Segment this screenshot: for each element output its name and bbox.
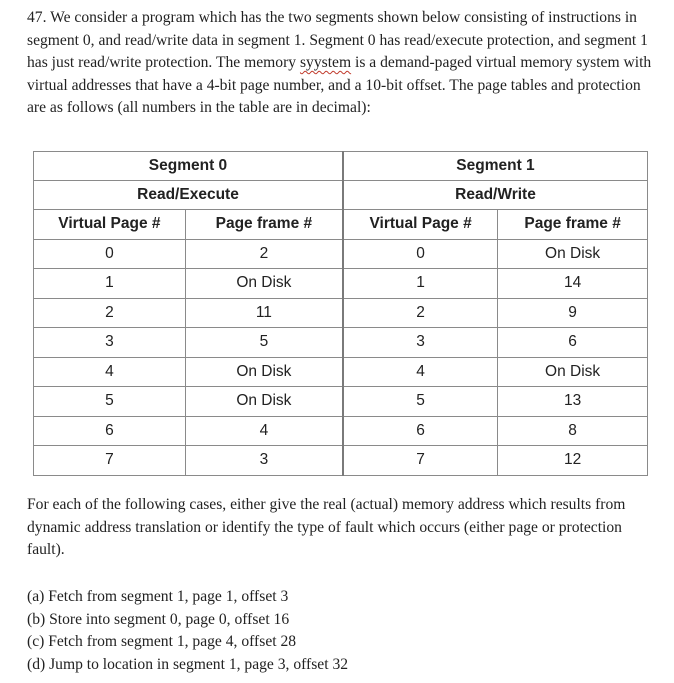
seg0-page-frame: 3: [185, 446, 343, 476]
col-header-seg1-page-frame: Page frame #: [498, 210, 648, 240]
seg1-virtual-page: 2: [343, 298, 498, 328]
seg0-page-frame: On Disk: [185, 269, 343, 299]
seg1-virtual-page: 6: [343, 416, 498, 446]
column-header-row: [34, 210, 648, 240]
segment-0-protection: Read/Execute: [34, 181, 344, 210]
seg1-page-frame: 8: [498, 416, 648, 446]
seg0-page-frame: 5: [185, 328, 343, 358]
seg0-page-frame: On Disk: [185, 387, 343, 417]
case-list: [27, 586, 348, 676]
seg0-page-frame: 2: [185, 239, 343, 269]
seg1-virtual-page: 3: [343, 328, 498, 358]
seg1-page-frame: 14: [498, 269, 648, 299]
table-row: [34, 446, 648, 476]
seg0-virtual-page: 0: [34, 239, 186, 269]
intro-text-start: 47. We consider a program which has the two segments shown below consisting of instructions in segment 0, and read/write data in segment 1. Segment 0 has read/execute protection, and segment 1 has just read/write protection. The memory: [27, 9, 648, 72]
misspelled-word[interactable]: syystem: [299, 54, 352, 72]
seg1-page-frame: 13: [498, 387, 648, 417]
seg0-virtual-page: 4: [34, 357, 186, 387]
seg1-page-frame: 9: [498, 298, 648, 328]
case-item-c: (c) Fetch from segment 1, page 4, offset 28: [27, 633, 297, 651]
case-item-b: (b) Store into segment 0, page 0, offset 16: [27, 610, 290, 628]
table-row: [34, 239, 648, 269]
seg1-page-frame: 6: [498, 328, 648, 358]
seg0-virtual-page: 1: [34, 269, 186, 299]
page-table: [33, 151, 648, 476]
seg0-page-frame: On Disk: [185, 357, 343, 387]
question-instructions: For each of the following cases, either give the real (actual) memory address which results from dynamic address translation or identify the type of fault which occurs (either page or protection fault).: [27, 496, 626, 559]
col-header-seg0-page-frame: Page frame #: [185, 210, 343, 240]
col-header-seg1-virtual-page: Virtual Page #: [343, 210, 498, 240]
protection-row: [34, 181, 648, 210]
segment-1-protection: Read/Write: [343, 181, 648, 210]
segment-0-name: Segment 0: [34, 152, 344, 181]
table-row: [34, 357, 648, 387]
table-row: [34, 387, 648, 417]
seg1-virtual-page: 5: [343, 387, 498, 417]
seg1-virtual-page: 0: [343, 239, 498, 269]
seg1-virtual-page: 1: [343, 269, 498, 299]
seg1-page-frame: 12: [498, 446, 648, 476]
seg0-page-frame: 4: [185, 416, 343, 446]
seg1-page-frame: On Disk: [498, 239, 648, 269]
case-item-d: (d) Jump to location in segment 1, page 3, offset 32: [27, 655, 349, 673]
question-intro: [27, 7, 653, 120]
seg1-page-frame: On Disk: [498, 357, 648, 387]
segment-name-row: [34, 152, 648, 181]
table-row: [34, 269, 648, 299]
seg1-virtual-page: 4: [343, 357, 498, 387]
seg1-virtual-page: 7: [343, 446, 498, 476]
col-header-seg0-virtual-page: Virtual Page #: [34, 210, 186, 240]
case-item-a: (a) Fetch from segment 1, page 1, offset 3: [27, 588, 289, 605]
segment-1-name: Segment 1: [343, 152, 648, 181]
seg0-page-frame: 11: [185, 298, 343, 328]
table-row: [34, 416, 648, 446]
seg0-virtual-page: 5: [34, 387, 186, 417]
seg0-virtual-page: 6: [34, 416, 186, 446]
seg0-virtual-page: 2: [34, 298, 186, 328]
table-row: [34, 298, 648, 328]
seg0-virtual-page: 7: [34, 446, 186, 476]
table-row: [34, 328, 648, 358]
intro-text-end: is a demand-paged virtual memory system with virtual addresses that have a 4-bit page number, and a 10-bit offset. The page tables and protection are as follows (all numbers in the table are in decimal):: [27, 54, 652, 117]
seg0-virtual-page: 3: [34, 328, 186, 358]
